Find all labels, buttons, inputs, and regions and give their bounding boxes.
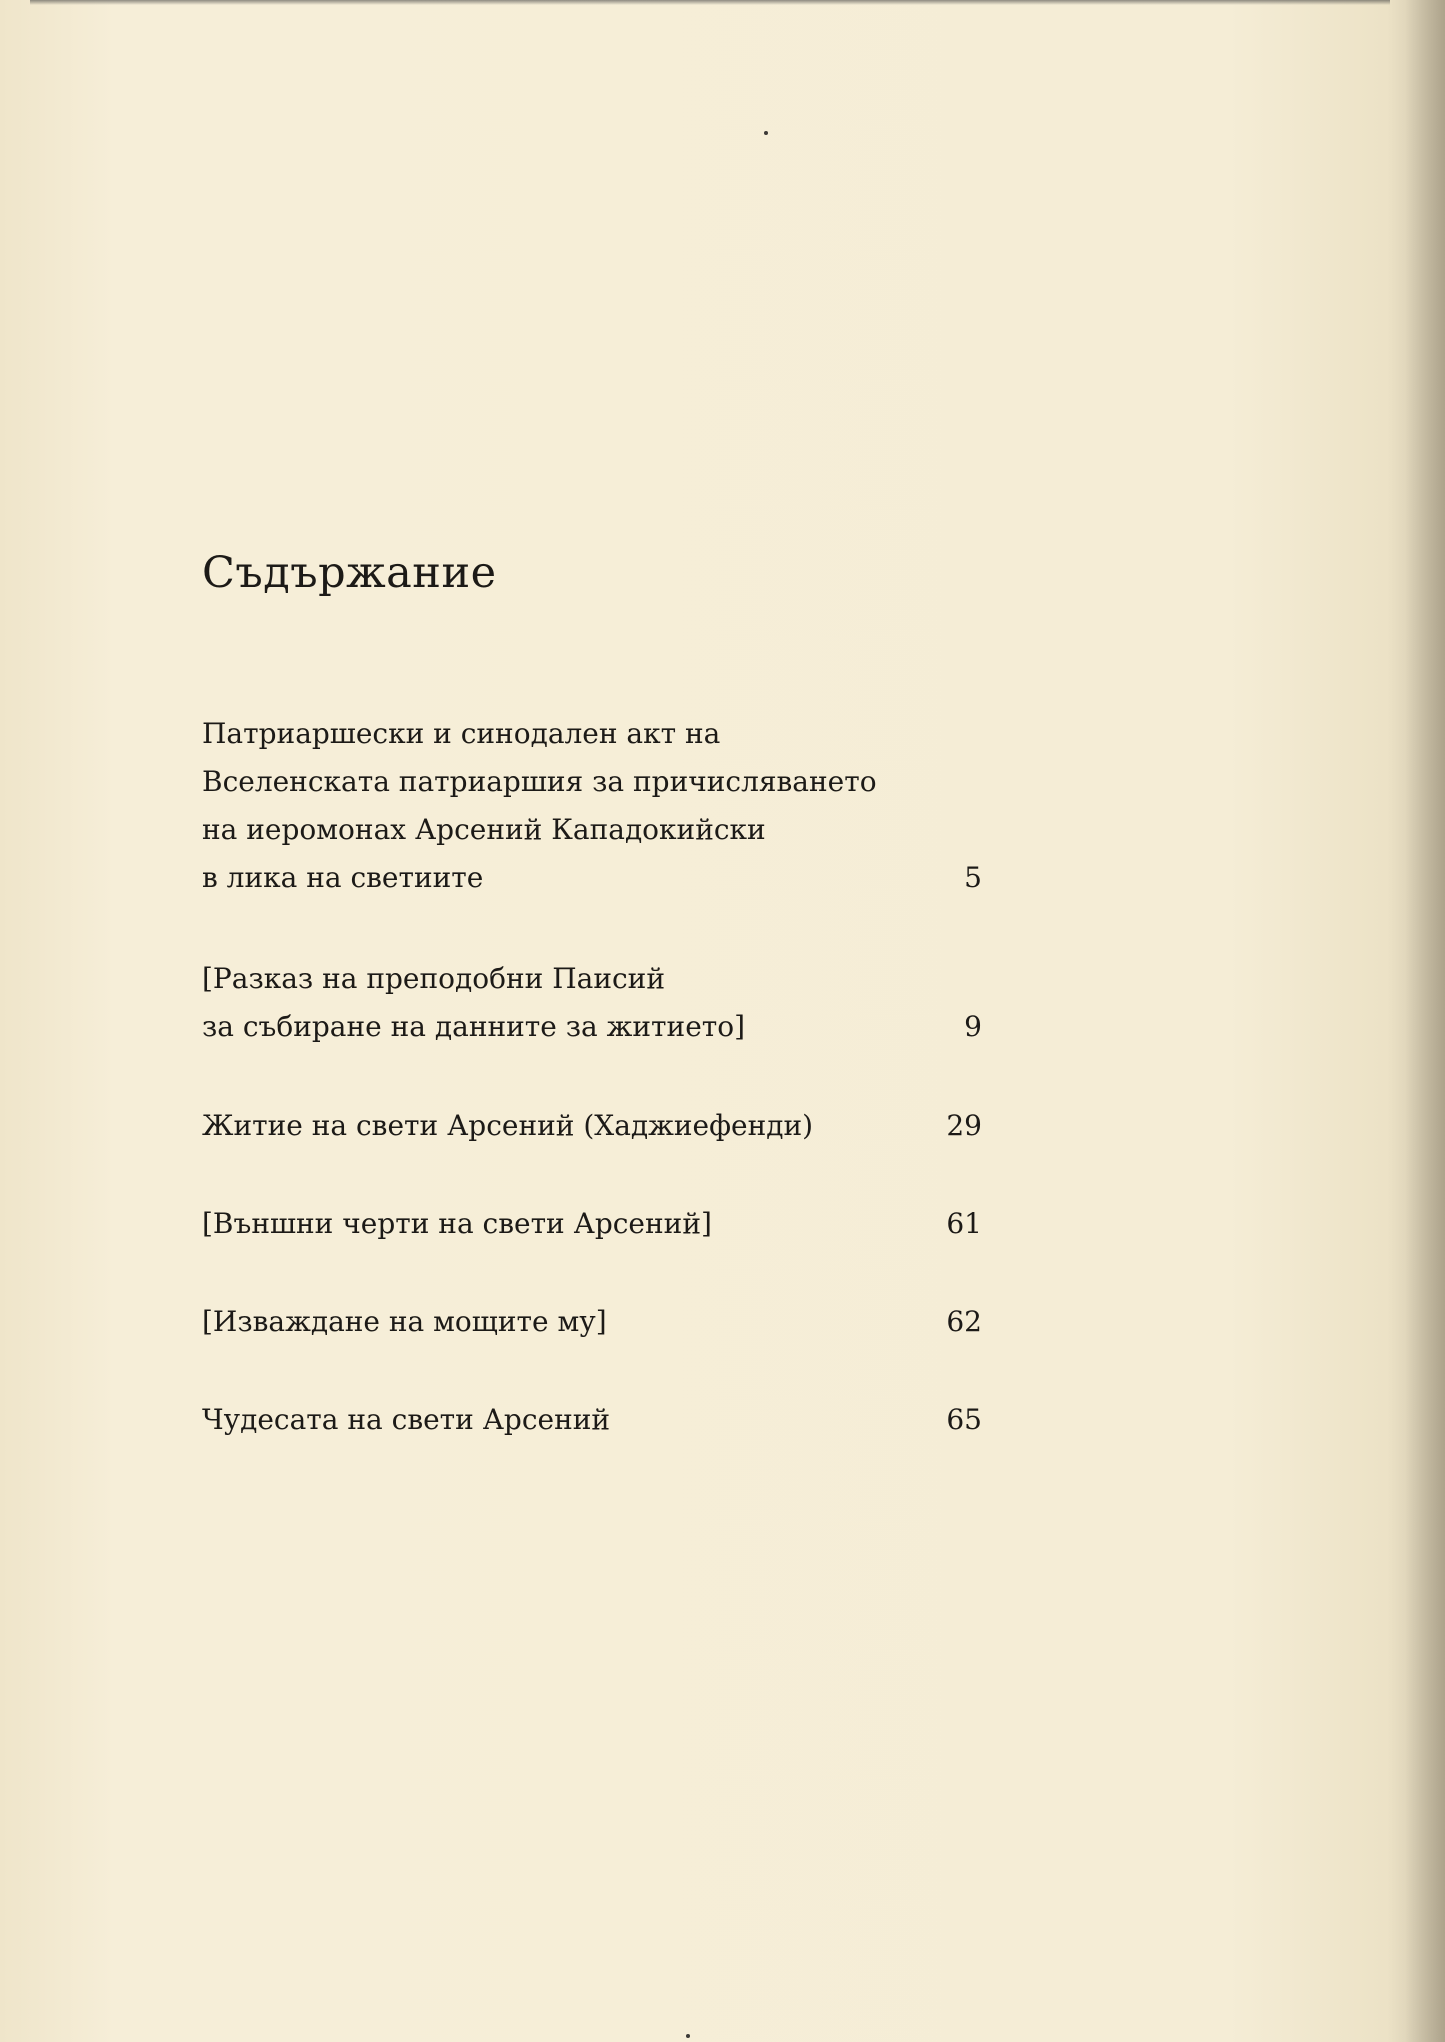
toc-page-number: 62 (946, 1305, 982, 1338)
toc-page-number: 65 (946, 1403, 982, 1436)
toc-entry (202, 1102, 982, 1150)
toc-entry (202, 1200, 982, 1248)
toc-entry-line: Житие на свети Арсений (Хаджиефенди) (202, 1109, 814, 1142)
page-top-edge (30, 0, 1390, 5)
toc-entry (202, 1298, 982, 1346)
paper-speck (686, 2034, 690, 2038)
toc-page-number: 9 (964, 1010, 982, 1043)
toc-page-number: 5 (964, 861, 982, 894)
toc-entry-line: Вселенската патриаршия за причисляването (202, 765, 877, 798)
toc-entry-line: [Външни черти на свети Арсений] (202, 1207, 712, 1240)
toc-entry-line: [Разказ на преподобни Паисий (202, 962, 665, 995)
toc-entry-line: на иеромонах Арсений Кападокийски (202, 813, 766, 846)
toc-entry-line: за събиране на данните за житието] (202, 1010, 746, 1043)
toc-entry-line: Чудесата на свети Арсений (202, 1403, 611, 1436)
toc-entry-line: Патриаршески и синодален акт на (202, 717, 721, 750)
page-spine-shadow (1405, 0, 1445, 2042)
toc-title: Съдържание (202, 548, 497, 598)
toc-page-number: 61 (946, 1207, 982, 1240)
toc-entry (202, 710, 982, 902)
toc-entry-line: в лика на светиите (202, 861, 484, 894)
toc-entry-line: [Изваждане на мощите му] (202, 1305, 607, 1338)
paper-speck (764, 131, 768, 135)
toc-entry (202, 1396, 982, 1444)
toc-entry (202, 955, 982, 1051)
toc-page-number: 29 (946, 1109, 982, 1142)
